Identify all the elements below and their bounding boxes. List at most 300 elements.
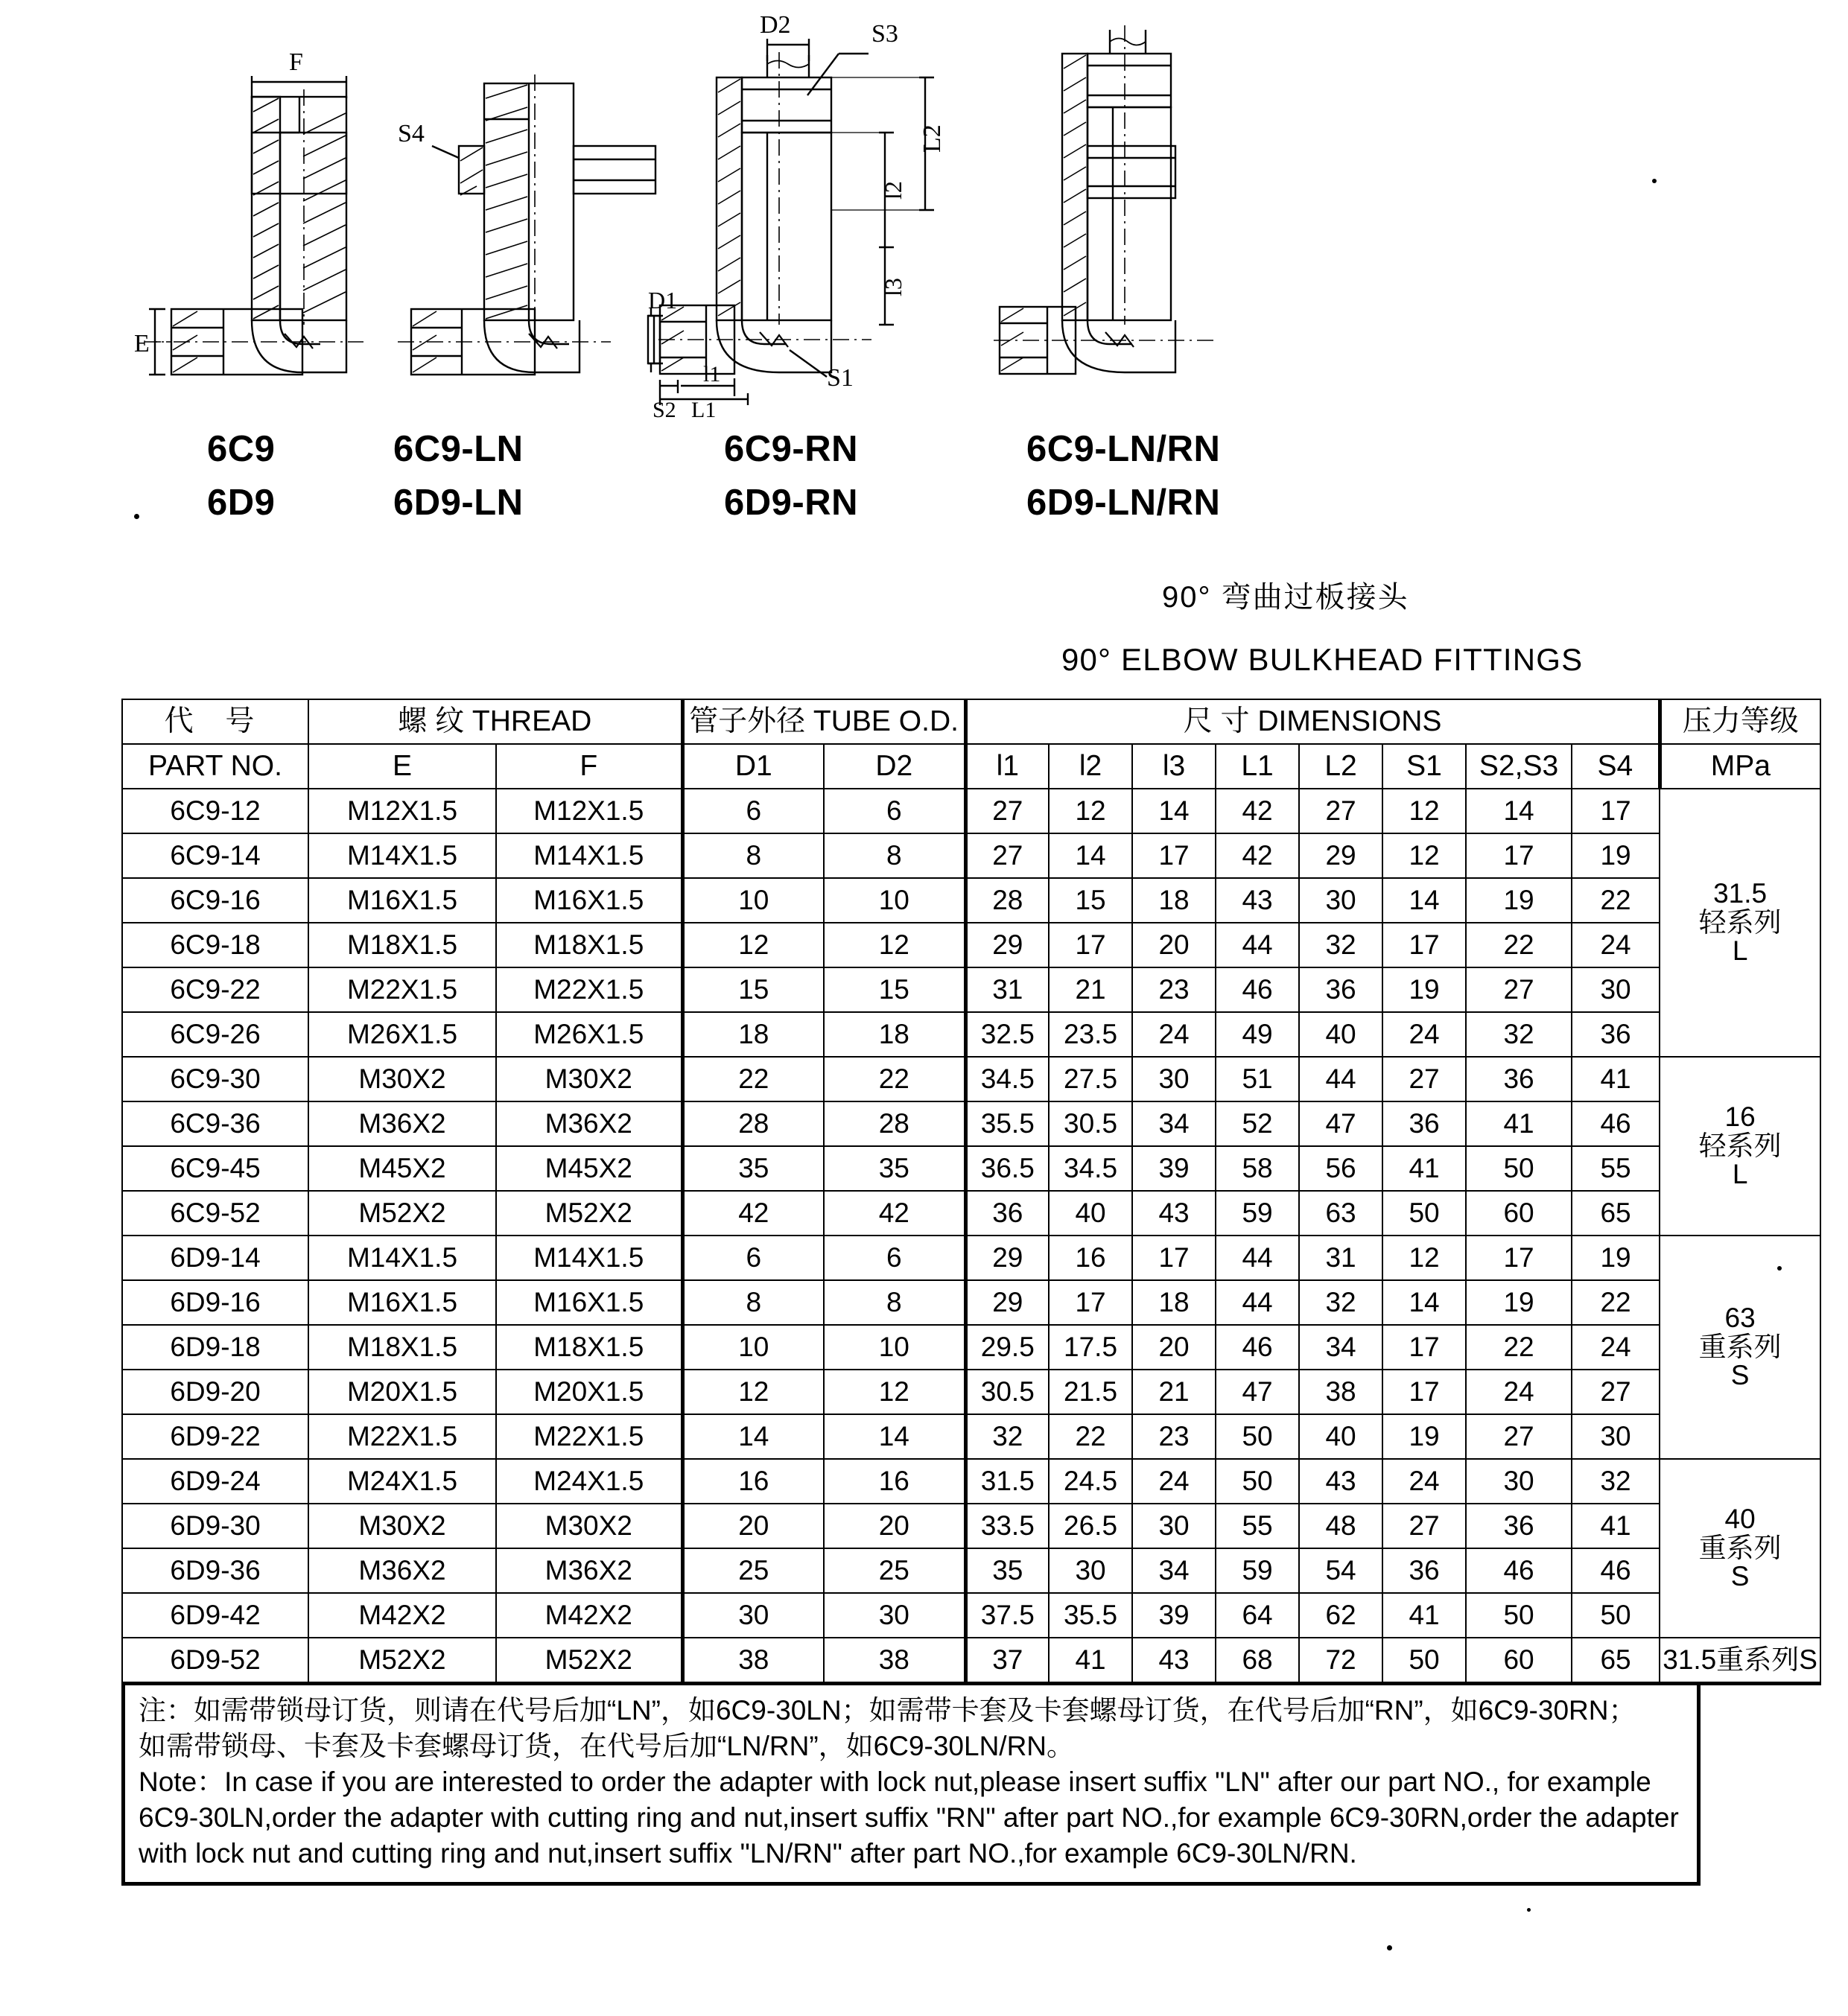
- cell-L1: 44: [1216, 1280, 1299, 1325]
- cell-D1: 20: [682, 1504, 824, 1548]
- cell-l1: 35.5: [965, 1101, 1049, 1146]
- cell-L2: 72: [1299, 1638, 1382, 1684]
- table-row: [122, 1236, 1820, 1280]
- svg-text:L1: L1: [691, 398, 717, 422]
- cell-D2: 14: [824, 1414, 965, 1459]
- cell-D1: 10: [682, 878, 824, 923]
- cell-D2: 12: [824, 1370, 965, 1414]
- cell-l2: 16: [1049, 1236, 1132, 1280]
- cell-D1: 15: [682, 967, 824, 1012]
- table-row: [122, 878, 1820, 923]
- cell-part-no: 6D9-30: [122, 1504, 308, 1548]
- cell-l3: 39: [1132, 1146, 1216, 1191]
- cell-E: M14X1.5: [308, 1236, 496, 1280]
- cell-E: M12X1.5: [308, 789, 496, 833]
- cell-S2S3: 19: [1466, 878, 1572, 923]
- cell-D2: 30: [824, 1593, 965, 1638]
- cell-E: M36X2: [308, 1548, 496, 1593]
- header-S2S3: S2,S3: [1466, 744, 1572, 789]
- pressure-series-code: S: [1730, 1561, 1750, 1592]
- cell-S1: 12: [1382, 789, 1466, 833]
- table-row: [122, 923, 1820, 967]
- pressure-series-code: L: [1732, 935, 1748, 967]
- pressure-value: 63: [1724, 1302, 1756, 1333]
- cell-S1: 41: [1382, 1146, 1466, 1191]
- table-row: [122, 1459, 1820, 1504]
- cell-S2S3: 50: [1466, 1593, 1572, 1638]
- cell-D2: 8: [824, 833, 965, 878]
- cell-D2: 12: [824, 923, 965, 967]
- cell-L2: 30: [1299, 878, 1382, 923]
- cell-S4: 32: [1572, 1459, 1660, 1504]
- drawing-6c9-rn: [648, 0, 968, 422]
- cell-S4: 36: [1572, 1012, 1660, 1057]
- cell-part-no: 6C9-14: [122, 833, 308, 878]
- note-en-line2: 6C9-30LN,order the adapter with cutting ring and nut,insert suffix "RN" after part NO.,for example 6C9-30RN,order the adapter: [139, 1802, 1679, 1834]
- cell-F: M26X1.5: [496, 1012, 682, 1057]
- cell-L2: 54: [1299, 1548, 1382, 1593]
- cell-l2: 15: [1049, 878, 1132, 923]
- cell-L2: 56: [1299, 1146, 1382, 1191]
- cell-E: M16X1.5: [308, 1280, 496, 1325]
- cell-D1: 28: [682, 1101, 824, 1146]
- cell-l1: 31.5: [965, 1459, 1049, 1504]
- cell-S1: 36: [1382, 1101, 1466, 1146]
- cell-S4: 50: [1572, 1593, 1660, 1638]
- cell-L1: 59: [1216, 1548, 1299, 1593]
- cell-L2: 34: [1299, 1325, 1382, 1370]
- cell-l1: 29.5: [965, 1325, 1049, 1370]
- cell-l3: 24: [1132, 1012, 1216, 1057]
- table-row: [122, 1593, 1820, 1638]
- drawing-6c9: [127, 0, 395, 406]
- cell-D1: 22: [682, 1057, 824, 1101]
- cell-D2: 25: [824, 1548, 965, 1593]
- svg-text:l2: l2: [880, 181, 906, 200]
- cell-l2: 17: [1049, 923, 1132, 967]
- cell-D2: 6: [824, 1236, 965, 1280]
- cell-E: M42X2: [308, 1593, 496, 1638]
- cell-part-no: 6C9-36: [122, 1101, 308, 1146]
- cell-S1: 50: [1382, 1191, 1466, 1236]
- cell-S4: 30: [1572, 967, 1660, 1012]
- cell-D2: 6: [824, 789, 965, 833]
- cell-l2: 21: [1049, 967, 1132, 1012]
- cell-S1: 17: [1382, 1370, 1466, 1414]
- cell-D2: 10: [824, 878, 965, 923]
- cell-L2: 40: [1299, 1012, 1382, 1057]
- svg-text:S4: S4: [398, 120, 425, 147]
- cell-E: M52X2: [308, 1191, 496, 1236]
- cell-l1: 27: [965, 833, 1049, 878]
- cell-L1: 42: [1216, 833, 1299, 878]
- spec-table-wrap: [121, 699, 1817, 1886]
- cell-l3: 21: [1132, 1370, 1216, 1414]
- label-6d9-ln: 6D9-LN: [393, 483, 524, 523]
- cell-E: M24X1.5: [308, 1459, 496, 1504]
- table-row: [122, 1057, 1820, 1101]
- table-body: [122, 789, 1820, 1684]
- note-cn-line2: 如需带锁母、卡套及卡套螺母订货，在代号后加“LN/RN”，如6C9-30LN/RN。: [139, 1731, 1075, 1762]
- cell-part-no: 6C9-45: [122, 1146, 308, 1191]
- cell-S2S3: 50: [1466, 1146, 1572, 1191]
- scan-speck: [1777, 1266, 1782, 1271]
- cell-D2: 15: [824, 967, 965, 1012]
- pressure-series-code: S: [1730, 1360, 1750, 1391]
- cell-S4: 30: [1572, 1414, 1660, 1459]
- cell-D1: 8: [682, 1280, 824, 1325]
- cell-D1: 6: [682, 789, 824, 833]
- cell-part-no: 6C9-22: [122, 967, 308, 1012]
- cell-D1: 42: [682, 1191, 824, 1236]
- cell-l1: 36: [965, 1191, 1049, 1236]
- cell-S1: 27: [1382, 1057, 1466, 1101]
- cell-D2: 18: [824, 1012, 965, 1057]
- cell-part-no: 6D9-52: [122, 1638, 308, 1684]
- cell-S4: 24: [1572, 1325, 1660, 1370]
- cell-S1: 12: [1382, 1236, 1466, 1280]
- cell-l3: 43: [1132, 1191, 1216, 1236]
- cell-L1: 47: [1216, 1370, 1299, 1414]
- cell-D1: 25: [682, 1548, 824, 1593]
- pressure-value: 16: [1724, 1101, 1756, 1132]
- cell-L2: 31: [1299, 1236, 1382, 1280]
- header-pressure-cn: 压力等级: [1660, 699, 1820, 744]
- cell-D1: 8: [682, 833, 824, 878]
- cell-E: M26X1.5: [308, 1012, 496, 1057]
- drawings-row: [0, 0, 1848, 422]
- header-part-no-cn: 代 号: [122, 699, 308, 744]
- svg-text:S1: S1: [827, 364, 854, 392]
- cell-L1: 49: [1216, 1012, 1299, 1057]
- cell-L1: 50: [1216, 1459, 1299, 1504]
- cell-D2: 28: [824, 1101, 965, 1146]
- header-l2: l2: [1049, 744, 1132, 789]
- header-D2: D2: [824, 744, 965, 789]
- cell-D2: 10: [824, 1325, 965, 1370]
- cell-l3: 30: [1132, 1057, 1216, 1101]
- cell-l2: 30: [1049, 1548, 1132, 1593]
- cell-l1: 29: [965, 1280, 1049, 1325]
- cell-l1: 36.5: [965, 1146, 1049, 1191]
- cell-l1: 35: [965, 1548, 1049, 1593]
- cell-l2: 34.5: [1049, 1146, 1132, 1191]
- cell-S1: 17: [1382, 1325, 1466, 1370]
- svg-text:L2: L2: [918, 124, 946, 153]
- cell-L1: 58: [1216, 1146, 1299, 1191]
- cell-S2S3: 32: [1466, 1012, 1572, 1057]
- cell-l1: 29: [965, 923, 1049, 967]
- cell-F: M45X2: [496, 1146, 682, 1191]
- table-row: [122, 1146, 1820, 1191]
- cell-L2: 32: [1299, 923, 1382, 967]
- cell-D2: 42: [824, 1191, 965, 1236]
- cell-E: M36X2: [308, 1101, 496, 1146]
- cell-L1: 43: [1216, 878, 1299, 923]
- cell-S2S3: 19: [1466, 1280, 1572, 1325]
- table-row: [122, 1325, 1820, 1370]
- pressure-series-code: L: [1732, 1159, 1748, 1190]
- cell-L1: 46: [1216, 1325, 1299, 1370]
- header-dimensions: 尺 寸 DIMENSIONS: [965, 699, 1660, 744]
- notes-block: [121, 1685, 1701, 1886]
- cell-l1: 29: [965, 1236, 1049, 1280]
- cell-E: M30X2: [308, 1057, 496, 1101]
- cell-S2S3: 27: [1466, 1414, 1572, 1459]
- cell-F: M18X1.5: [496, 923, 682, 967]
- cell-S4: 41: [1572, 1504, 1660, 1548]
- pressure-series-cn: 重系列: [1698, 1532, 1782, 1563]
- cell-pressure-rating: [1660, 1057, 1820, 1236]
- cell-l1: 27: [965, 789, 1049, 833]
- note-chinese: [139, 1693, 1686, 1764]
- cell-L1: 52: [1216, 1101, 1299, 1146]
- cell-S2S3: 27: [1466, 967, 1572, 1012]
- header-row-top: [122, 699, 1820, 744]
- scan-speck: [1527, 1908, 1531, 1912]
- cell-F: M16X1.5: [496, 1280, 682, 1325]
- header-F: F: [496, 744, 682, 789]
- cell-F: M52X2: [496, 1191, 682, 1236]
- scan-speck: [1652, 179, 1657, 183]
- cell-E: M45X2: [308, 1146, 496, 1191]
- note-english: [139, 1764, 1686, 1872]
- pressure-value: 31.5: [1713, 877, 1768, 909]
- cell-F: M14X1.5: [496, 1236, 682, 1280]
- cell-part-no: 6C9-12: [122, 789, 308, 833]
- cell-part-no: 6D9-42: [122, 1593, 308, 1638]
- cell-l1: 32: [965, 1414, 1049, 1459]
- cell-D2: 8: [824, 1280, 965, 1325]
- cell-S4: 65: [1572, 1191, 1660, 1236]
- cell-D1: 30: [682, 1593, 824, 1638]
- cell-S1: 14: [1382, 878, 1466, 923]
- cell-F: M24X1.5: [496, 1459, 682, 1504]
- table-row: [122, 1280, 1820, 1325]
- cell-S2S3: 36: [1466, 1504, 1572, 1548]
- cell-D1: 10: [682, 1325, 824, 1370]
- cell-L1: 44: [1216, 1236, 1299, 1280]
- cell-l2: 24.5: [1049, 1459, 1132, 1504]
- svg-text:l1: l1: [703, 362, 721, 387]
- cell-l3: 23: [1132, 1414, 1216, 1459]
- cell-l1: 31: [965, 967, 1049, 1012]
- label-6d9-rn: 6D9-RN: [724, 483, 858, 523]
- table-row: [122, 967, 1820, 1012]
- cell-l1: 32.5: [965, 1012, 1049, 1057]
- cell-L2: 62: [1299, 1593, 1382, 1638]
- cell-S2S3: 14: [1466, 789, 1572, 833]
- header-tube-od: 管子外径 TUBE O.D.: [682, 699, 965, 744]
- cell-l2: 35.5: [1049, 1593, 1132, 1638]
- cell-L2: 44: [1299, 1057, 1382, 1101]
- cell-S1: 41: [1382, 1593, 1466, 1638]
- label-6c9-ln-rn: 6C9-LN/RN: [1026, 429, 1221, 469]
- cell-S4: 55: [1572, 1146, 1660, 1191]
- svg-text:S3: S3: [871, 20, 898, 48]
- cell-S1: 36: [1382, 1548, 1466, 1593]
- svg-text:S2: S2: [652, 398, 676, 422]
- cell-D2: 16: [824, 1459, 965, 1504]
- header-L2: L2: [1299, 744, 1382, 789]
- cell-D1: 18: [682, 1012, 824, 1057]
- cell-S1: 19: [1382, 967, 1466, 1012]
- scan-speck: [1387, 1945, 1392, 1950]
- drawing-6c9-ln-rn: [991, 0, 1289, 406]
- cell-S1: 14: [1382, 1280, 1466, 1325]
- cell-part-no: 6D9-16: [122, 1280, 308, 1325]
- cell-S4: 46: [1572, 1548, 1660, 1593]
- cell-F: M18X1.5: [496, 1325, 682, 1370]
- cell-l1: 37: [965, 1638, 1049, 1684]
- cell-E: M52X2: [308, 1638, 496, 1684]
- cell-L1: 50: [1216, 1414, 1299, 1459]
- cell-l3: 14: [1132, 789, 1216, 833]
- note-en-line3: with lock nut and cutting ring and nut,insert suffix "LN/RN" after part NO.,for example 6C9-30LN/RN.: [139, 1838, 1357, 1869]
- cell-F: M42X2: [496, 1593, 682, 1638]
- cell-S4: 19: [1572, 833, 1660, 878]
- label-6c9-ln: 6C9-LN: [393, 429, 524, 469]
- cell-D2: 35: [824, 1146, 965, 1191]
- cell-F: M30X2: [496, 1057, 682, 1101]
- cell-pressure-rating: 31.5重系列S: [1660, 1638, 1820, 1684]
- cell-l3: 17: [1132, 833, 1216, 878]
- cell-L2: 32: [1299, 1280, 1382, 1325]
- header-part-no: PART NO.: [122, 744, 308, 789]
- specification-table: [121, 699, 1821, 1685]
- table-row: [122, 1012, 1820, 1057]
- cell-l1: 37.5: [965, 1593, 1049, 1638]
- table-row: [122, 1638, 1820, 1684]
- cell-E: M22X1.5: [308, 1414, 496, 1459]
- cell-F: M14X1.5: [496, 833, 682, 878]
- header-thread: 螺 纹 THREAD: [308, 699, 682, 744]
- cell-pressure-rating: [1660, 1459, 1820, 1638]
- cell-L2: 40: [1299, 1414, 1382, 1459]
- table-head: [122, 699, 1820, 789]
- cell-F: M22X1.5: [496, 1414, 682, 1459]
- cell-l2: 14: [1049, 833, 1132, 878]
- label-6c9-rn: 6C9-RN: [724, 429, 858, 469]
- cell-F: M16X1.5: [496, 878, 682, 923]
- cell-l3: 17: [1132, 1236, 1216, 1280]
- cell-D1: 38: [682, 1638, 824, 1684]
- cell-pressure-rating: [1660, 789, 1820, 1057]
- cell-D1: 6: [682, 1236, 824, 1280]
- title-english: 90° ELBOW BULKHEAD FITTINGS: [1061, 642, 1584, 677]
- cell-part-no: 6D9-18: [122, 1325, 308, 1370]
- cell-D1: 14: [682, 1414, 824, 1459]
- header-l3: l3: [1132, 744, 1216, 789]
- cell-l3: 20: [1132, 923, 1216, 967]
- cell-D2: 38: [824, 1638, 965, 1684]
- cell-L1: 59: [1216, 1191, 1299, 1236]
- cell-S1: 27: [1382, 1504, 1466, 1548]
- table-row: [122, 1370, 1820, 1414]
- note-en-line1: Note：In case if you are interested to order the adapter with lock nut,please insert suffix "LN" after our part NO., for example: [139, 1767, 1651, 1798]
- cell-L1: 68: [1216, 1638, 1299, 1684]
- cell-F: M52X2: [496, 1638, 682, 1684]
- scan-speck: [134, 514, 139, 519]
- cell-L2: 29: [1299, 833, 1382, 878]
- cell-part-no: 6C9-26: [122, 1012, 308, 1057]
- cell-l2: 23.5: [1049, 1012, 1132, 1057]
- cell-F: M30X2: [496, 1504, 682, 1548]
- cell-l3: 24: [1132, 1459, 1216, 1504]
- cell-L2: 47: [1299, 1101, 1382, 1146]
- cell-E: M30X2: [308, 1504, 496, 1548]
- cell-D1: 12: [682, 923, 824, 967]
- cell-S2S3: 60: [1466, 1638, 1572, 1684]
- cell-part-no: 6D9-24: [122, 1459, 308, 1504]
- table-row: [122, 789, 1820, 833]
- cell-F: M36X2: [496, 1548, 682, 1593]
- pressure-value: 40: [1724, 1503, 1756, 1534]
- label-6c9: 6C9: [207, 429, 276, 469]
- pressure-series-cn: 轻系列: [1698, 906, 1782, 938]
- cell-L2: 38: [1299, 1370, 1382, 1414]
- cell-L1: 42: [1216, 789, 1299, 833]
- cell-l2: 17: [1049, 1280, 1132, 1325]
- table-row: [122, 1504, 1820, 1548]
- cell-S2S3: 22: [1466, 923, 1572, 967]
- cell-L1: 55: [1216, 1504, 1299, 1548]
- label-6d9-ln-rn: 6D9-LN/RN: [1026, 483, 1221, 523]
- cell-F: M36X2: [496, 1101, 682, 1146]
- svg-text:D1: D1: [648, 287, 678, 314]
- part-code-labels: [0, 428, 1848, 540]
- cell-S1: 50: [1382, 1638, 1466, 1684]
- cell-S2S3: 30: [1466, 1459, 1572, 1504]
- cell-l2: 17.5: [1049, 1325, 1132, 1370]
- cell-part-no: 6D9-14: [122, 1236, 308, 1280]
- cell-E: M16X1.5: [308, 878, 496, 923]
- cell-l2: 30.5: [1049, 1101, 1132, 1146]
- cell-L2: 63: [1299, 1191, 1382, 1236]
- cell-part-no: 6C9-18: [122, 923, 308, 967]
- pressure-series-cn: 重系列: [1698, 1331, 1782, 1362]
- cell-D1: 12: [682, 1370, 824, 1414]
- cell-E: M22X1.5: [308, 967, 496, 1012]
- cell-S2S3: 17: [1466, 1236, 1572, 1280]
- cell-l3: 43: [1132, 1638, 1216, 1684]
- cell-D2: 22: [824, 1057, 965, 1101]
- cell-S4: 22: [1572, 878, 1660, 923]
- cell-S4: 46: [1572, 1101, 1660, 1146]
- cell-S4: 65: [1572, 1638, 1660, 1684]
- svg-text:F: F: [289, 48, 303, 76]
- header-D1: D1: [682, 744, 824, 789]
- label-6d9: 6D9: [207, 483, 276, 523]
- cell-L2: 48: [1299, 1504, 1382, 1548]
- table-row: [122, 1101, 1820, 1146]
- cell-F: M20X1.5: [496, 1370, 682, 1414]
- cell-L1: 64: [1216, 1593, 1299, 1638]
- svg-text:D2: D2: [760, 11, 791, 39]
- header-S1: S1: [1382, 744, 1466, 789]
- cell-S1: 17: [1382, 923, 1466, 967]
- cell-S2S3: 22: [1466, 1325, 1572, 1370]
- table-row: [122, 1191, 1820, 1236]
- title-chinese: 90° 弯曲过板接头: [1162, 581, 1409, 614]
- cell-part-no: 6C9-16: [122, 878, 308, 923]
- cell-S2S3: 41: [1466, 1101, 1572, 1146]
- cell-l3: 20: [1132, 1325, 1216, 1370]
- pressure-series-cn: 轻系列: [1698, 1130, 1782, 1161]
- cell-S2S3: 36: [1466, 1057, 1572, 1101]
- header-L1: L1: [1216, 744, 1299, 789]
- cell-l1: 28: [965, 878, 1049, 923]
